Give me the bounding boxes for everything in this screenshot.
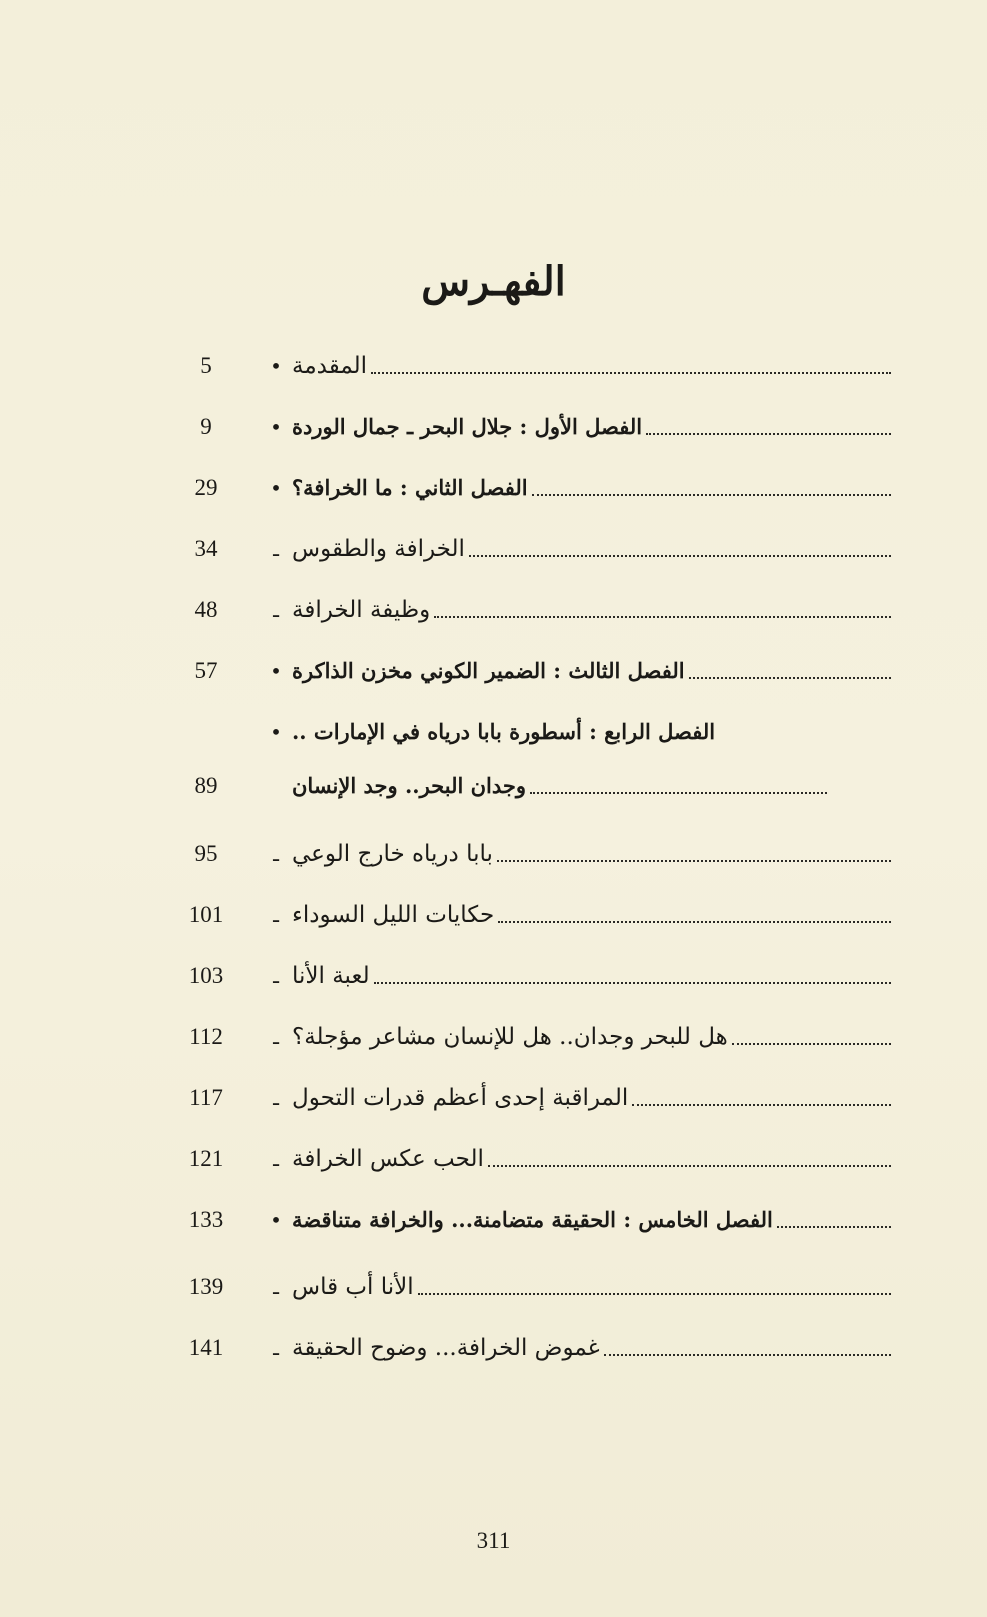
toc-entry (0, 1078, 987, 1118)
toc-entry (0, 895, 987, 935)
toc-page-number: 103 (188, 963, 224, 988)
toc-entry (0, 1267, 987, 1307)
dash-marker: ـ (273, 903, 279, 927)
dot-leader (604, 1354, 891, 1356)
toc-entry (0, 1200, 987, 1240)
toc-entry-title: بابا درياه خارج الوعي (292, 841, 493, 867)
toc-page-number: 112 (189, 1024, 223, 1049)
toc-entry-title: الفصل الرابع : أسطورة بابا درياه في الإمارات .. (292, 719, 716, 744)
toc-entry (0, 590, 987, 630)
dot-leader (732, 1043, 891, 1045)
bullet-marker: • (270, 720, 282, 744)
toc-entry (0, 956, 987, 996)
toc-entry (0, 1017, 987, 1057)
toc-entry (0, 1139, 987, 1179)
toc-page-number: 89 (194, 773, 218, 798)
dot-leader (646, 433, 891, 435)
dash-marker: ـ (273, 1336, 279, 1360)
bullet-marker: • (270, 659, 282, 683)
dash-marker: ـ (273, 1086, 279, 1110)
bullet-marker: • (270, 476, 282, 500)
toc-entry-title: حكايات الليل السوداء (292, 902, 495, 928)
toc-entry-title: وجدان البحر.. وجد الإنسان (292, 773, 527, 798)
toc-entry (0, 1328, 987, 1368)
toc-page-number: 141 (188, 1335, 224, 1360)
page-number: 311 (476, 1528, 511, 1553)
toc-page-number: 95 (194, 841, 218, 866)
toc-entry (0, 468, 987, 508)
dot-leader (374, 982, 891, 984)
toc-entry-title: المقدمة (292, 353, 368, 379)
dash-marker: ـ (273, 964, 279, 988)
toc-entry-title: المراقبة إحدى أعظم قدرات التحول (292, 1085, 629, 1111)
toc-page-number: 121 (188, 1146, 224, 1171)
dash-marker: ـ (273, 1275, 279, 1299)
toc-page-number: 133 (188, 1207, 224, 1232)
dash-marker: ـ (273, 537, 279, 561)
toc-entry (0, 834, 987, 874)
bullet-marker: • (270, 415, 282, 439)
dash-marker: ـ (273, 1147, 279, 1171)
bullet-marker: • (270, 1208, 282, 1232)
toc-entry (0, 407, 987, 447)
toc-page-number: 117 (189, 1085, 223, 1110)
toc-entry-title: هل للبحر وجدان.. هل للإنسان مشاعر مؤجلة؟ (292, 1024, 728, 1050)
dash-marker: ـ (273, 842, 279, 866)
dot-leader (777, 1226, 891, 1228)
toc-page-number: 57 (194, 658, 218, 683)
toc-entry-title: لعبة الأنا (292, 963, 370, 989)
toc-entry (0, 529, 987, 569)
toc-entry-title: الأنا أب قاس (292, 1274, 414, 1300)
toc-page-number: 48 (194, 597, 218, 622)
dot-leader (418, 1293, 891, 1295)
toc-entry-title: الفصل الخامس : الحقيقة متضامنة... والخرافة متناقضة (292, 1207, 773, 1232)
toc-page-number: 29 (194, 475, 218, 500)
dash-marker: ـ (273, 1025, 279, 1049)
toc-page-number: 139 (188, 1274, 224, 1299)
page-title: الفهـرس (421, 258, 566, 305)
dot-leader (488, 1165, 891, 1167)
dot-leader (498, 921, 891, 923)
toc-entry-title: الفصل الثاني : ما الخرافة؟ (292, 475, 528, 500)
dot-leader (530, 792, 827, 794)
toc-entry-title: وظيفة الخرافة (292, 597, 431, 623)
toc-entry (0, 712, 987, 752)
dot-leader (689, 677, 891, 679)
toc-entry (0, 651, 987, 691)
dash-marker: ـ (273, 598, 279, 622)
toc-entry-title: الحب عكس الخرافة (292, 1146, 484, 1172)
dot-leader (632, 1104, 891, 1106)
toc-entry-continuation (0, 766, 987, 806)
dot-leader (532, 494, 891, 496)
toc-entry (0, 346, 987, 386)
toc-page-number: 101 (188, 902, 224, 927)
toc-entry-title: الفصل الثالث : الضمير الكوني مخزن الذاكرة (292, 658, 685, 683)
toc-page-number: 34 (194, 536, 218, 561)
toc-page-number: 9 (200, 414, 212, 439)
toc-page-number: 5 (200, 353, 212, 378)
toc-entry-title: الخرافة والطقوس (292, 536, 465, 562)
toc-entry-title: غموض الخرافة... وضوح الحقيقة (292, 1335, 600, 1361)
dot-leader (469, 555, 891, 557)
dot-leader (371, 372, 891, 374)
bullet-marker: • (270, 354, 282, 378)
dot-leader (434, 616, 891, 618)
dot-leader (497, 860, 891, 862)
toc-entry-title: الفصل الأول : جلال البحر ـ جمال الوردة (292, 414, 643, 439)
